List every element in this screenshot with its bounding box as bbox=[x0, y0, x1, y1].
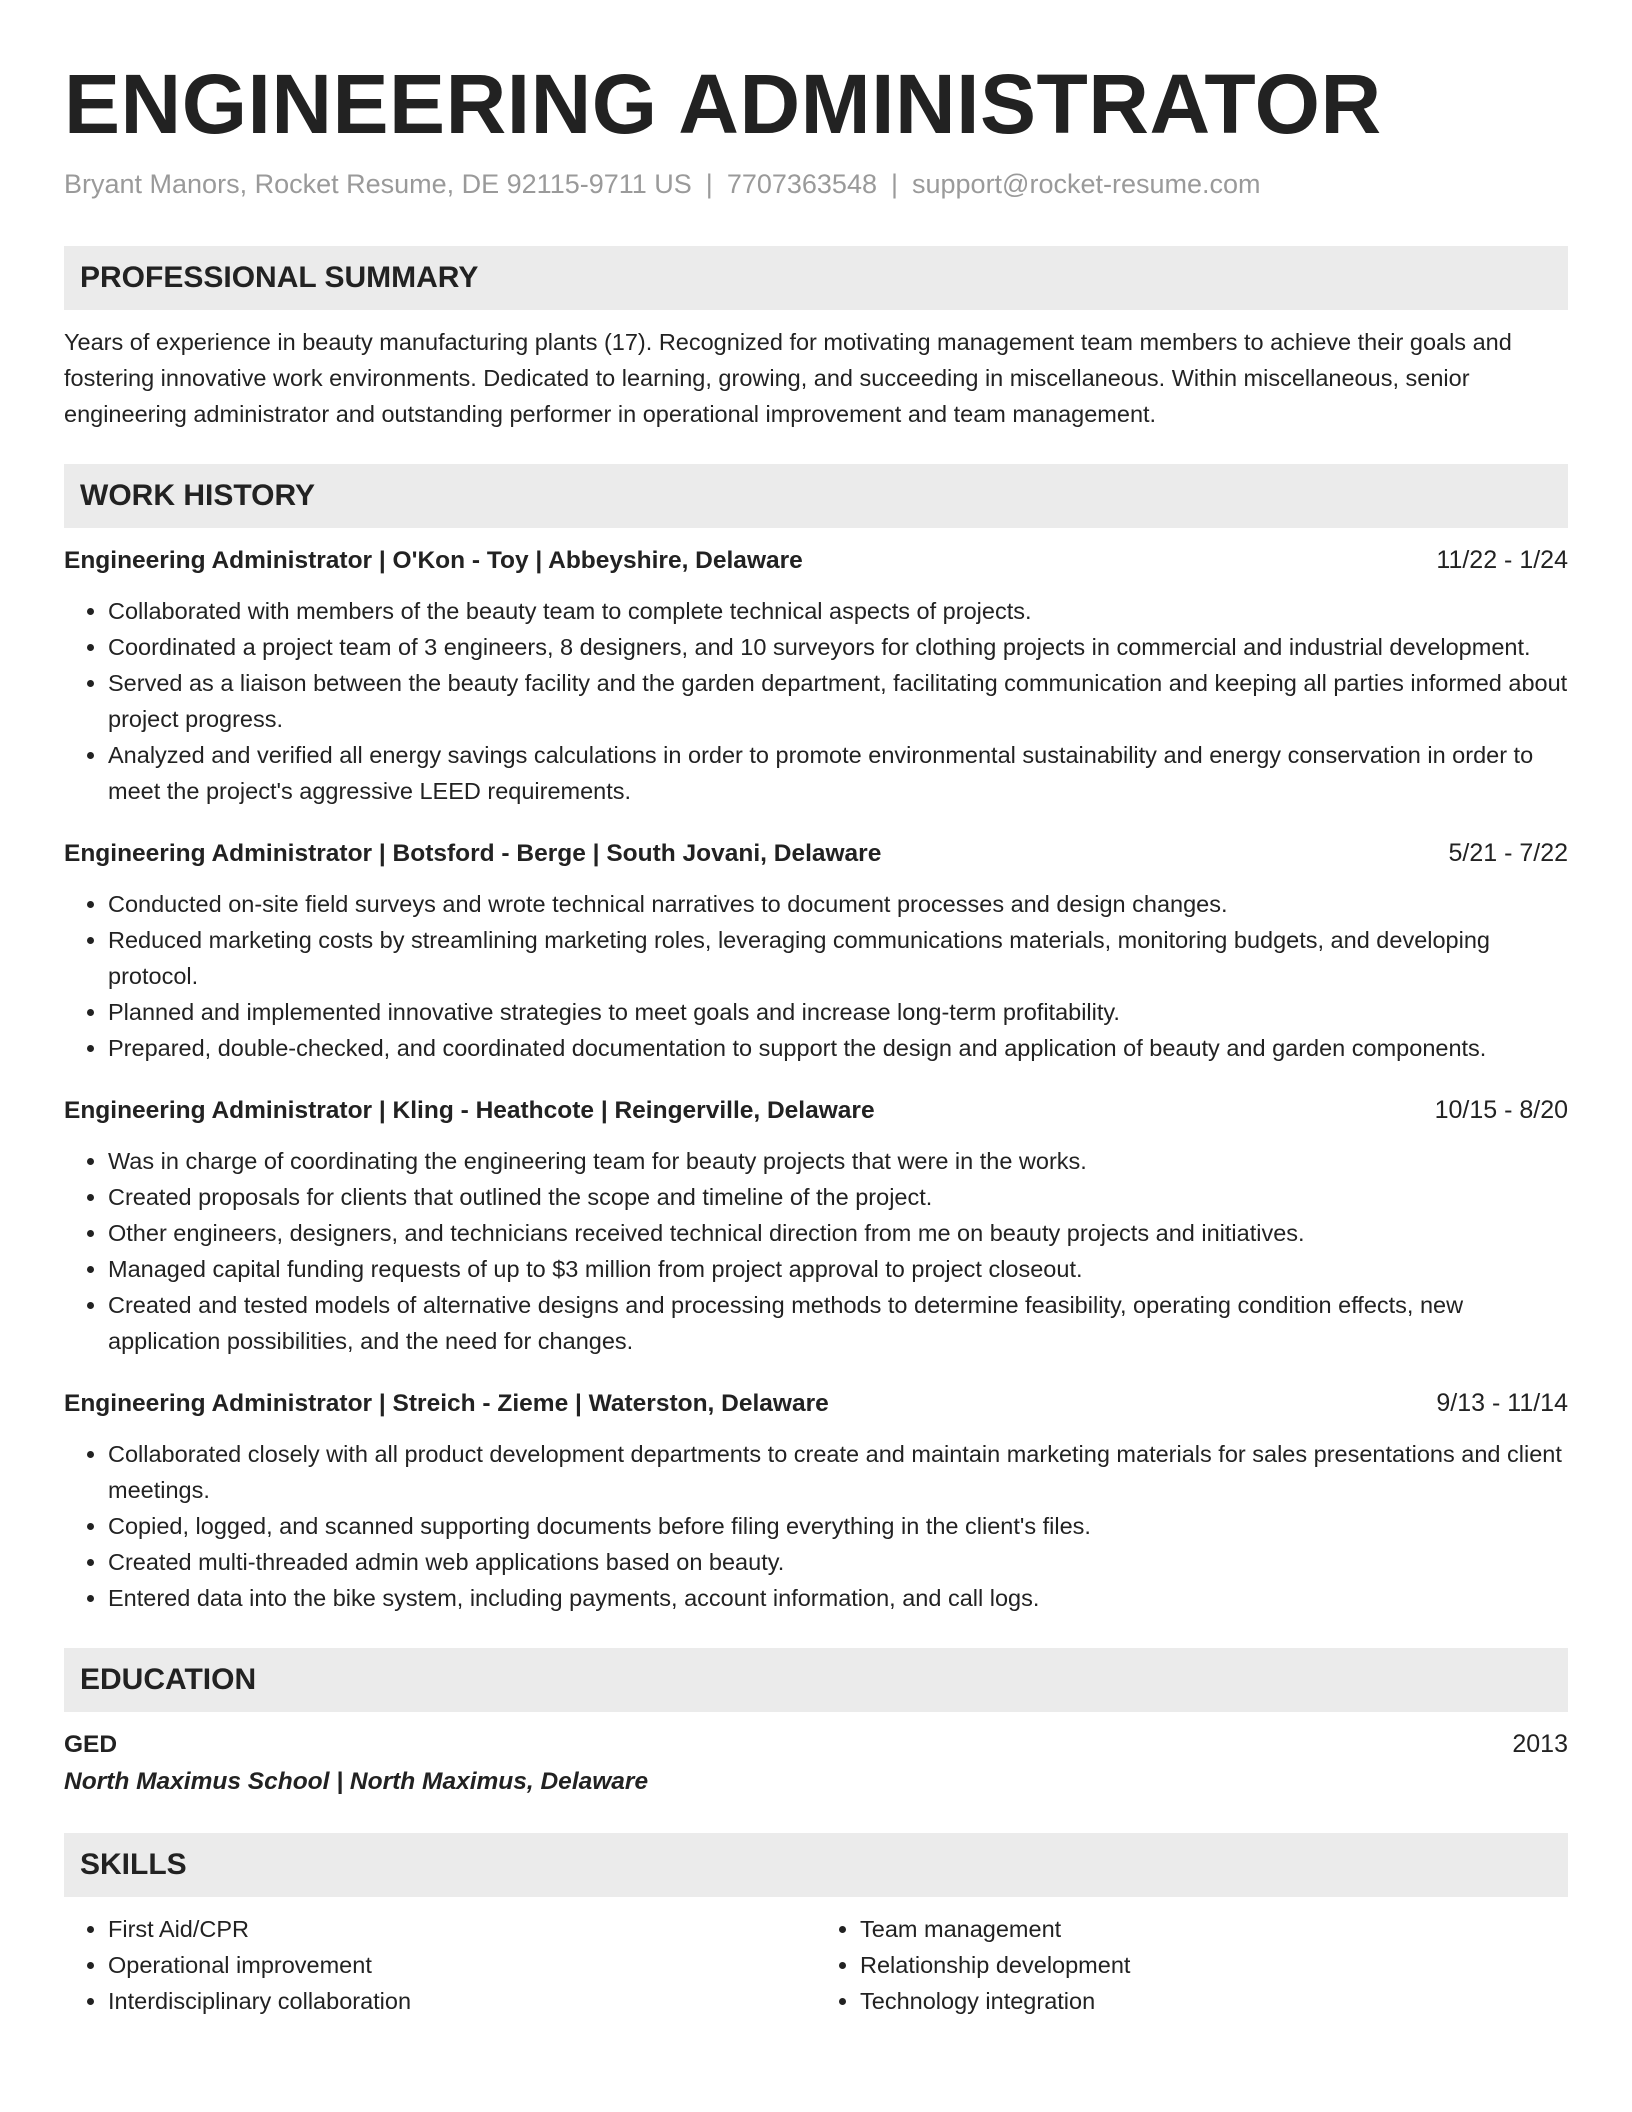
education-year: 2013 bbox=[1512, 1730, 1568, 1758]
job-bullet: • Coordinated a project team of 3 engineers, 8 designers, and 10 surveyors for clothing projects in commercial and industrial development. bbox=[108, 629, 1568, 665]
job-entry bbox=[64, 1385, 1568, 1616]
job-dates: 5/21 - 7/22 bbox=[1448, 839, 1568, 867]
job-title: Engineering Administrator | Botsford - Berge | South Jovani, Delaware bbox=[64, 840, 882, 867]
contact-email: support@rocket-resume.com bbox=[912, 169, 1261, 199]
job-bullet: • Created and tested models of alternative designs and processing methods to determine feasibility, operating condition effects, new application possibilities, and the need for changes. bbox=[108, 1287, 1568, 1359]
job-bullets bbox=[64, 886, 1568, 1066]
job-title: Engineering Administrator | Kling - Heathcote | Reingerville, Delaware bbox=[64, 1097, 875, 1124]
skill-item: • Team management bbox=[860, 1911, 1568, 1947]
job-dates: 9/13 - 11/14 bbox=[1436, 1389, 1568, 1417]
job-bullet: • Entered data into the bike system, including payments, account information, and call logs. bbox=[108, 1580, 1568, 1616]
job-bullets bbox=[64, 1143, 1568, 1359]
contact-separator: | bbox=[705, 169, 713, 199]
skill-item: • Operational improvement bbox=[108, 1947, 816, 1983]
skill-item: • First Aid/CPR bbox=[108, 1911, 816, 1947]
job-bullet: • Served as a liaison between the beauty facility and the garden department, facilitating communication and keeping all parties informed about project progress. bbox=[108, 665, 1568, 737]
job-bullets bbox=[64, 1436, 1568, 1616]
job-header bbox=[64, 835, 1568, 872]
skills-columns bbox=[64, 1911, 1568, 2019]
education-degree: GED bbox=[64, 1731, 118, 1758]
skills-list-left bbox=[64, 1911, 816, 2019]
job-entry bbox=[64, 1092, 1568, 1359]
skill-item: • Technology integration bbox=[860, 1983, 1568, 2019]
job-bullet: • Was in charge of coordinating the engineering team for beauty projects that were in the works. bbox=[108, 1143, 1568, 1179]
job-header bbox=[64, 1092, 1568, 1129]
job-bullet: • Prepared, double-checked, and coordinated documentation to support the design and application of beauty and garden components. bbox=[108, 1030, 1568, 1066]
contact-separator: | bbox=[890, 169, 898, 199]
job-title: Engineering Administrator | Streich - Zieme | Waterston, Delaware bbox=[64, 1390, 829, 1417]
section-heading-work-history: WORK HISTORY bbox=[64, 464, 1568, 528]
job-bullet: • Reduced marketing costs by streamlining marketing roles, leveraging communications materials, monitoring budgets, and developing protocol. bbox=[108, 922, 1568, 994]
job-bullet: • Managed capital funding requests of up to $3 million from project approval to project closeout. bbox=[108, 1251, 1568, 1287]
job-entry bbox=[64, 835, 1568, 1066]
job-bullet: • Analyzed and verified all energy savings calculations in order to promote environmental sustainability and energy conservation in order to meet the project's aggressive LEED requirements. bbox=[108, 737, 1568, 809]
section-heading-summary: PROFESSIONAL SUMMARY bbox=[64, 246, 1568, 310]
contact-line bbox=[64, 166, 1568, 202]
education-header bbox=[64, 1726, 1568, 1763]
job-bullet: • Other engineers, designers, and technicians received technical direction from me on beauty projects and initiatives. bbox=[108, 1215, 1568, 1251]
summary-text: Years of experience in beauty manufacturing plants (17). Recognized for motivating management team members to achieve their goals and fostering innovative work environments. Dedicated to learning, growing, and succeeding in miscellaneous. Within miscellaneous, senior engineering administrator and outstanding performer in operational improvement and team management. bbox=[64, 329, 1512, 427]
section-heading-education: EDUCATION bbox=[64, 1648, 1568, 1712]
job-bullets bbox=[64, 593, 1568, 809]
job-bullet: • Planned and implemented innovative strategies to meet goals and increase long-term profitability. bbox=[108, 994, 1568, 1030]
skills-list-right bbox=[816, 1911, 1568, 2019]
skill-item: • Interdisciplinary collaboration bbox=[108, 1983, 816, 2019]
job-bullet: • Collaborated closely with all product development departments to create and maintain marketing materials for sales presentations and client meetings. bbox=[108, 1436, 1568, 1508]
job-header bbox=[64, 1385, 1568, 1422]
section-heading-skills: SKILLS bbox=[64, 1833, 1568, 1897]
education-entry bbox=[64, 1726, 1568, 1801]
contact-phone: 7707363548 bbox=[726, 169, 877, 199]
job-bullet: • Conducted on-site field surveys and wrote technical narratives to document processes and design changes. bbox=[108, 886, 1568, 922]
job-header bbox=[64, 542, 1568, 579]
job-dates: 11/22 - 1/24 bbox=[1436, 546, 1568, 574]
page-title: ENGINEERING ADMINISTRATOR bbox=[64, 57, 1382, 151]
job-dates: 10/15 - 8/20 bbox=[1434, 1096, 1568, 1124]
job-title: Engineering Administrator | O'Kon - Toy | Abbeyshire, Delaware bbox=[64, 547, 803, 574]
skill-item: • Relationship development bbox=[860, 1947, 1568, 1983]
education-school: North Maximus School | North Maximus, Delaware bbox=[64, 1768, 649, 1795]
contact-address: Bryant Manors, Rocket Resume, DE 92115-9711 US bbox=[64, 169, 692, 199]
job-bullet: • Created proposals for clients that outlined the scope and timeline of the project. bbox=[108, 1179, 1568, 1215]
job-bullet: • Created multi-threaded admin web applications based on beauty. bbox=[108, 1544, 1568, 1580]
job-bullet: • Copied, logged, and scanned supporting documents before filing everything in the client's files. bbox=[108, 1508, 1568, 1544]
job-entry bbox=[64, 542, 1568, 809]
job-bullet: • Collaborated with members of the beauty team to complete technical aspects of projects. bbox=[108, 593, 1568, 629]
